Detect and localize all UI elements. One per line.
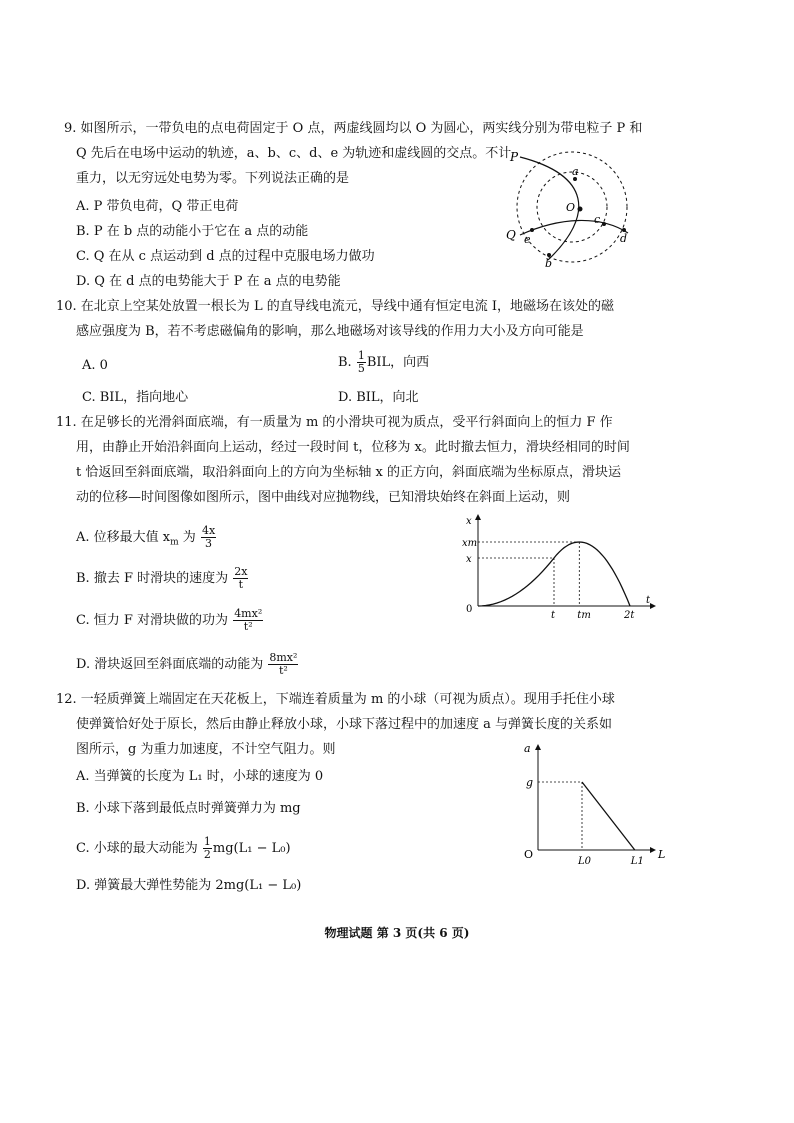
origin-label: O <box>524 848 534 861</box>
label-d: d <box>620 232 628 245</box>
x-axis-label: t <box>646 595 651 606</box>
x-axis-label: L <box>658 848 666 861</box>
q12-option-a: A. 当弹簧的长度为 L₁ 时，小球的速度为 0 <box>76 769 324 784</box>
q9-option-b: B. P 在 b 点的动能小于它在 a 点的动能 <box>76 224 309 239</box>
q9-stem-line3: 重力，以无穷远处电势为零。下列说法正确的是 <box>76 171 350 186</box>
label-q: Q <box>506 228 516 242</box>
q12-option-c-fraction: $\frac{1}{2}$ <box>203 835 211 861</box>
acceleration-line <box>582 782 635 850</box>
q11-option-a: A. 位移最大值 $x_m$ 为 $\frac{4x}{3}$ <box>76 524 216 550</box>
label-e: e <box>524 233 531 246</box>
x-axis-arrow <box>650 847 656 853</box>
q11-displacement-time-graph <box>450 512 660 624</box>
trajectory-q <box>520 220 628 235</box>
q10-option-b <box>338 350 429 375</box>
q9-option-d: D. Q 在 d 点的电势能大于 P 在 a 点的电势能 <box>76 274 341 289</box>
tick-label-l0: L0 <box>578 856 592 867</box>
tick-label-xm: xm <box>462 538 478 549</box>
point-e <box>530 228 534 232</box>
q9-stem-line1: 9. 如图所示，一带负电的点电荷固定于 O 点，两虚线圆均以 O 为圆心，两实线分别为带电粒子 P 和 <box>64 121 643 136</box>
q11-stem-line1: 11. 在足够长的光滑斜面底端，有一质量为 m 的小滑块可视为质点，受平行斜面向上的恒力 F 作 <box>56 415 613 430</box>
page-footer: 物理试题 第 3 页(共 6 页) <box>324 926 470 940</box>
tick-label-2t: 2t <box>624 610 635 621</box>
label-c: c <box>594 213 601 226</box>
q10-option-b-fraction: $\frac{1}{5}$ <box>357 349 365 375</box>
q11-stem-line3: t 恰返回至斜面底端，取沿斜面向上的方向为坐标轴 x 的正方向，斜面底端为坐标原点，滑块运 <box>76 465 621 480</box>
q12-option-b: B. 小球下落到最低点时弹簧弹力为 mg <box>76 801 301 816</box>
tick-label-t: t <box>551 610 556 621</box>
q10-option-a: A. 0 <box>82 358 108 373</box>
q12-stem-line2: 使弹簧恰好处于原长，然后由静止释放小球，小球下落过程中的加速度 a 与弹簧长度的关系如 <box>76 717 613 732</box>
tick-label-g: g <box>526 776 534 789</box>
q11-option-a-fraction: $\frac{4x}{3}$ <box>201 524 216 550</box>
y-axis-arrow <box>535 744 541 750</box>
q11-option-b: B. 撤去 F 时滑块的速度为 $\frac{2x}{t}$ <box>76 565 248 591</box>
q12-option-c: C. 小球的最大动能为 $\frac{1}{2}$ mg(L₁ − L₀) <box>76 835 291 861</box>
q9-field-figure <box>500 145 640 270</box>
y-axis-label: x <box>466 516 472 527</box>
label-o: O <box>566 201 576 214</box>
tick-label-tm: tm <box>577 610 591 621</box>
tick-label-x: x <box>466 554 472 565</box>
q11-option-d-fraction: $\frac{\text{8mx²}}{\text{t²}}$ <box>269 651 298 677</box>
y-axis-label: a <box>524 742 531 755</box>
q10-option-c: C. BIL，指向地心 <box>82 390 189 405</box>
origin-label: 0 <box>466 604 473 615</box>
q10-stem-line2: 感应强度为 B，若不考虑磁偏角的影响，那么地磁场对该导线的作用力大小及方向可能是 <box>76 324 584 339</box>
q11-option-c: C. 恒力 F 对滑块做的功为 $\frac{\text{4mx²}}{\text{t²}}$ <box>76 607 263 633</box>
q11-option-c-fraction: $\frac{\text{4mx²}}{\text{t²}}$ <box>234 607 263 633</box>
q9-option-a: A. P 带负电荷，Q 带正电荷 <box>76 199 239 214</box>
q10-stem-line1: 10. 在北京上空某处放置一根长为 L 的直导线电流元，导线中通有恒定电流 I，地磁场在该处的磁 <box>56 299 614 314</box>
label-b: b <box>545 257 553 270</box>
q10-option-b-prefix: B. <box>338 355 352 370</box>
q11-option-d: D. 滑块返回至斜面底端的动能为 $\frac{\text{8mx²}}{\text{t²}}$ <box>76 651 298 677</box>
q12-acceleration-length-graph <box>512 740 672 868</box>
q10-option-b-suffix: BIL，向西 <box>366 355 430 370</box>
label-p: P <box>510 150 519 164</box>
q12-stem-line1: 12. 一轻质弹簧上端固定在天花板上，下端连着质量为 m 的小球（可视为质点）。现用手托住小球 <box>56 692 615 707</box>
point-c <box>602 222 606 226</box>
label-a: a <box>572 165 579 178</box>
q12-option-d: D. 弹簧最大弹性势能为 2mg(L₁ − L₀) <box>76 878 302 893</box>
x-axis-arrow <box>650 603 656 609</box>
q9-option-c: C. Q 在从 c 点运动到 d 点的过程中克服电场力做功 <box>76 249 375 264</box>
q10-option-d: D. BIL，向北 <box>338 390 419 405</box>
q12-stem-line3: 图所示，g 为重力加速度，不计空气阻力。则 <box>76 742 336 757</box>
q11-stem-line4: 动的位移—时间图像如图所示，图中曲线对应抛物线，已知滑块始终在斜面上运动，则 <box>76 490 571 505</box>
tick-label-l1: L1 <box>630 856 644 867</box>
q11-stem-line2: 用，由静止开始沿斜面向上运动，经过一段时间 t，位移为 x。此时撤去恒力，滑块经相同的时间 <box>76 440 630 455</box>
q9-stem-line2: Q 先后在电场中运动的轨迹，a、b、c、d、e 为轨迹和虚线圆的交点。不计 <box>76 146 512 161</box>
point-o <box>578 207 583 212</box>
q11-option-b-fraction: $\frac{2x}{t}$ <box>234 565 248 591</box>
y-axis-arrow <box>475 514 481 520</box>
